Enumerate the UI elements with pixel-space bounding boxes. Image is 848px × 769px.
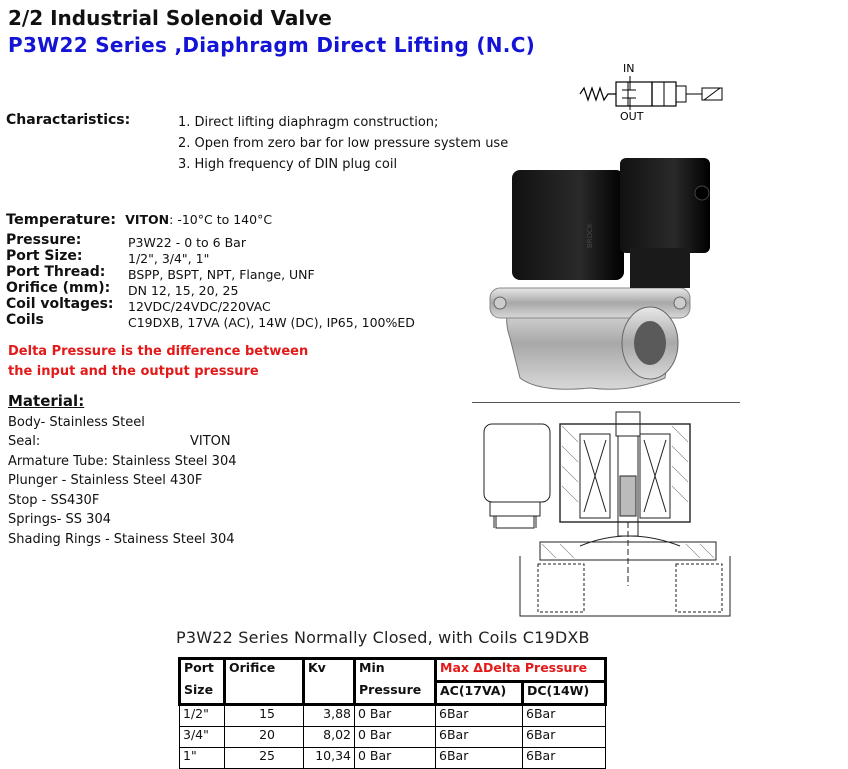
characteristics-heading: Charactaristics:	[6, 112, 131, 128]
temperature-label: Temperature:	[6, 212, 117, 228]
cell-dc: 6Bar	[523, 727, 606, 748]
cell-dc: 6Bar	[523, 705, 606, 727]
spec-label: Coil voltages:	[6, 296, 114, 312]
valve-symbol-diagram	[578, 60, 728, 126]
header-min: Min	[355, 659, 436, 682]
valve-cross-section-diagram	[480, 406, 744, 624]
header-pressure: Pressure	[355, 682, 436, 705]
symbol-out-label: OUT	[620, 110, 644, 123]
characteristic-item: 2. Open from zero bar for low pressure system use	[178, 136, 509, 151]
spec-label: Orifice (mm):	[6, 280, 111, 296]
delta-pressure-note: Delta Pressure is the difference between	[8, 344, 309, 359]
cell-orifice: 15	[225, 705, 304, 727]
material-heading: Material:	[8, 392, 85, 410]
temperature-key: VITON	[125, 212, 170, 227]
header-dc: DC(14W)	[523, 682, 606, 705]
material-item: Plunger - Stainless Steel 430F	[8, 473, 203, 488]
delta-pressure-note: the input and the output pressure	[8, 364, 259, 379]
cell-min: 0 Bar	[355, 727, 436, 748]
divider	[472, 402, 740, 403]
spec-value: DN 12, 15, 20, 25	[128, 283, 239, 298]
cell-port: 3/4"	[180, 727, 225, 748]
cell-min: 0 Bar	[355, 705, 436, 727]
material-item: Stop - SS430F	[8, 493, 100, 508]
temperature-value: : -10°C to 140°C	[169, 212, 273, 227]
svg-text:BROCK: BROCK	[586, 223, 594, 248]
characteristic-item: 3. High frequency of DIN plug coil	[178, 157, 398, 172]
table-row	[180, 705, 606, 727]
spec-value: 1/2", 3/4", 1"	[128, 251, 210, 266]
cell-ac: 6Bar	[436, 727, 523, 748]
spec-label: Pressure:	[6, 232, 82, 248]
table-row	[180, 748, 606, 769]
cell-orifice: 20	[225, 727, 304, 748]
table-header-row	[180, 659, 606, 682]
solenoid-icon	[676, 86, 686, 102]
cell-port: 1"	[180, 748, 225, 769]
spring-icon	[580, 88, 616, 100]
material-item: Armature Tube: Stainless Steel 304	[8, 454, 237, 469]
spec-value: 12VDC/24VDC/220VAC	[128, 299, 271, 314]
page-subtitle: P3W22 Series ,Diaphragm Direct Lifting (N.C)	[8, 33, 536, 57]
cell-kv: 10,34	[304, 748, 355, 769]
table-row	[180, 727, 606, 748]
cell-orifice: 25	[225, 748, 304, 769]
page-title: 2/2 Industrial Solenoid Valve	[8, 6, 332, 30]
symbol-in-label: IN	[623, 62, 635, 75]
table-header-row	[180, 682, 606, 705]
material-item: Body- Stainless Steel	[8, 415, 145, 430]
spec-label: Coils	[6, 312, 44, 328]
spec-value: C19DXB, 17VA (AC), 14W (DC), IP65, 100%ED	[128, 315, 415, 330]
cell-dc: 6Bar	[523, 748, 606, 769]
cell-port: 1/2"	[180, 705, 225, 727]
table-caption: P3W22 Series Normally Closed, with Coils C19DXB	[176, 628, 590, 647]
header-kv: Kv	[304, 659, 355, 682]
material-item: Seal:	[8, 434, 41, 449]
header-blank	[225, 682, 304, 705]
cell-ac: 6Bar	[436, 705, 523, 727]
material-item: Springs- SS 304	[8, 512, 111, 527]
header-port: Port	[180, 659, 225, 682]
temperature-row	[6, 209, 272, 228]
header-ac: AC(17VA)	[436, 682, 523, 705]
cell-min: 0 Bar	[355, 748, 436, 769]
spec-value: BSPP, BSPT, NPT, Flange, UNF	[128, 267, 315, 282]
seal-value: VITON	[190, 434, 231, 449]
cell-kv: 8,02	[304, 727, 355, 748]
characteristic-item: 1. Direct lifting diaphragm construction;	[178, 115, 439, 130]
header-size: Size	[180, 682, 225, 705]
spec-label: Port Size:	[6, 248, 83, 264]
cell-kv: 3,88	[304, 705, 355, 727]
spec-label: Port Thread:	[6, 264, 106, 280]
material-item: Shading Rings - Stainess Steel 304	[8, 532, 235, 547]
cell-ac: 6Bar	[436, 748, 523, 769]
header-blank	[304, 682, 355, 705]
valve-product-photo	[480, 148, 730, 398]
spec-value: P3W22 - 0 to 6 Bar	[128, 235, 246, 250]
header-orifice: Orifice	[225, 659, 304, 682]
spec-table	[178, 657, 607, 769]
header-max-delta: Max ΔDelta Pressure	[436, 659, 606, 682]
